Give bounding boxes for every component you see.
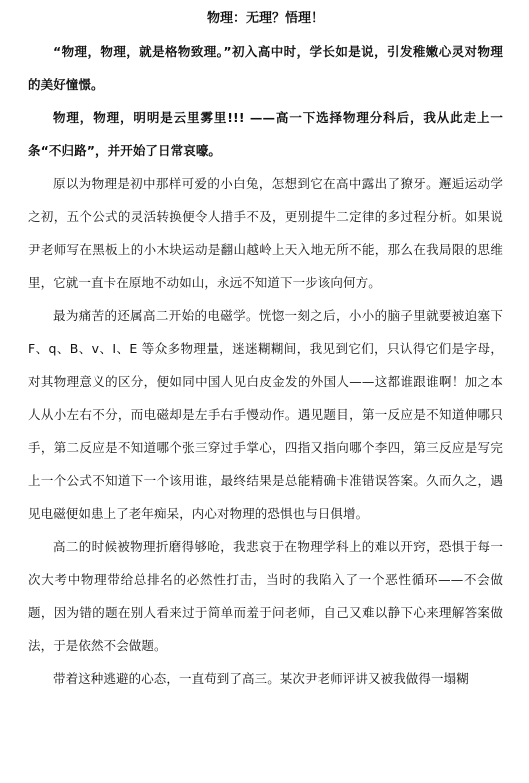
paragraph-2: 物理，物理，明明是云里雾里!!! ——高一下选择物理分科后，我从此走上一条“不归路”，并开始了日常哀嚎。 [28, 110, 503, 158]
paragraph-6: 带着这种逃避的心态，一直苟到了高三。某次尹老师评讲又被我做得一塌糊 [53, 671, 469, 686]
paragraph-4: 最为痛苦的还属高二开始的电磁学。恍惚一刻之后，小小的脑子里就要被迫塞下 F、q、B、v、I、E 等众多物理量，迷迷糊糊间，我见到它们，只认得它们是字母，对其物理意义的区分，便如同中国人见白皮金发的外国人——这都谁跟谁啊！加之本人从小左右不分，而电磁却是左手右手慢动作。遇见题目，第一反应是不知道伸哪只手，第二反应是不知道哪个张三穿过手掌心，四指又指向哪个李四，第三反应是写完上一个公式不知道下一个该用谁，最终结果是总能精确卡准错误答案。久而久之，遇见电磁便如患上了老年痴呆，内心对物理的恐惧也与日俱增。 [28, 308, 503, 521]
paragraph-5: 高二的时候被物理折磨得够呛，我悲哀于在物理学科上的难以开窍，恐惧于每一次大考中物理带给总排名的必然性打击，当时的我陷入了一个恶性循环——不会做题，因为错的题在别人看来过于简单而羞于问老师，自己又难以静下心来理解答案做法，于是依然不会做题。 [28, 539, 503, 653]
article-title: 物理：无理？悟理！ [206, 11, 324, 26]
paragraph-3: 原以为物理是初中那样可爱的小白兔，怎想到它在高中露出了獠牙。邂逅运动学之初，五个公式的灵活转换便令人措手不及，更别提牛二定律的多过程分析。如果说尹老师写在黑板上的小木块运动是翻山越岭上天入地无所不能，那么在我局限的思维里，它就一直卡在原地不动如山，永远不知道下一步该向何方。 [28, 176, 503, 290]
paragraph-1: “物理，物理，就是格物致理。”初入高中时，学长如是说，引发稚嫩心灵对物理的美好憧憬。 [28, 44, 503, 92]
